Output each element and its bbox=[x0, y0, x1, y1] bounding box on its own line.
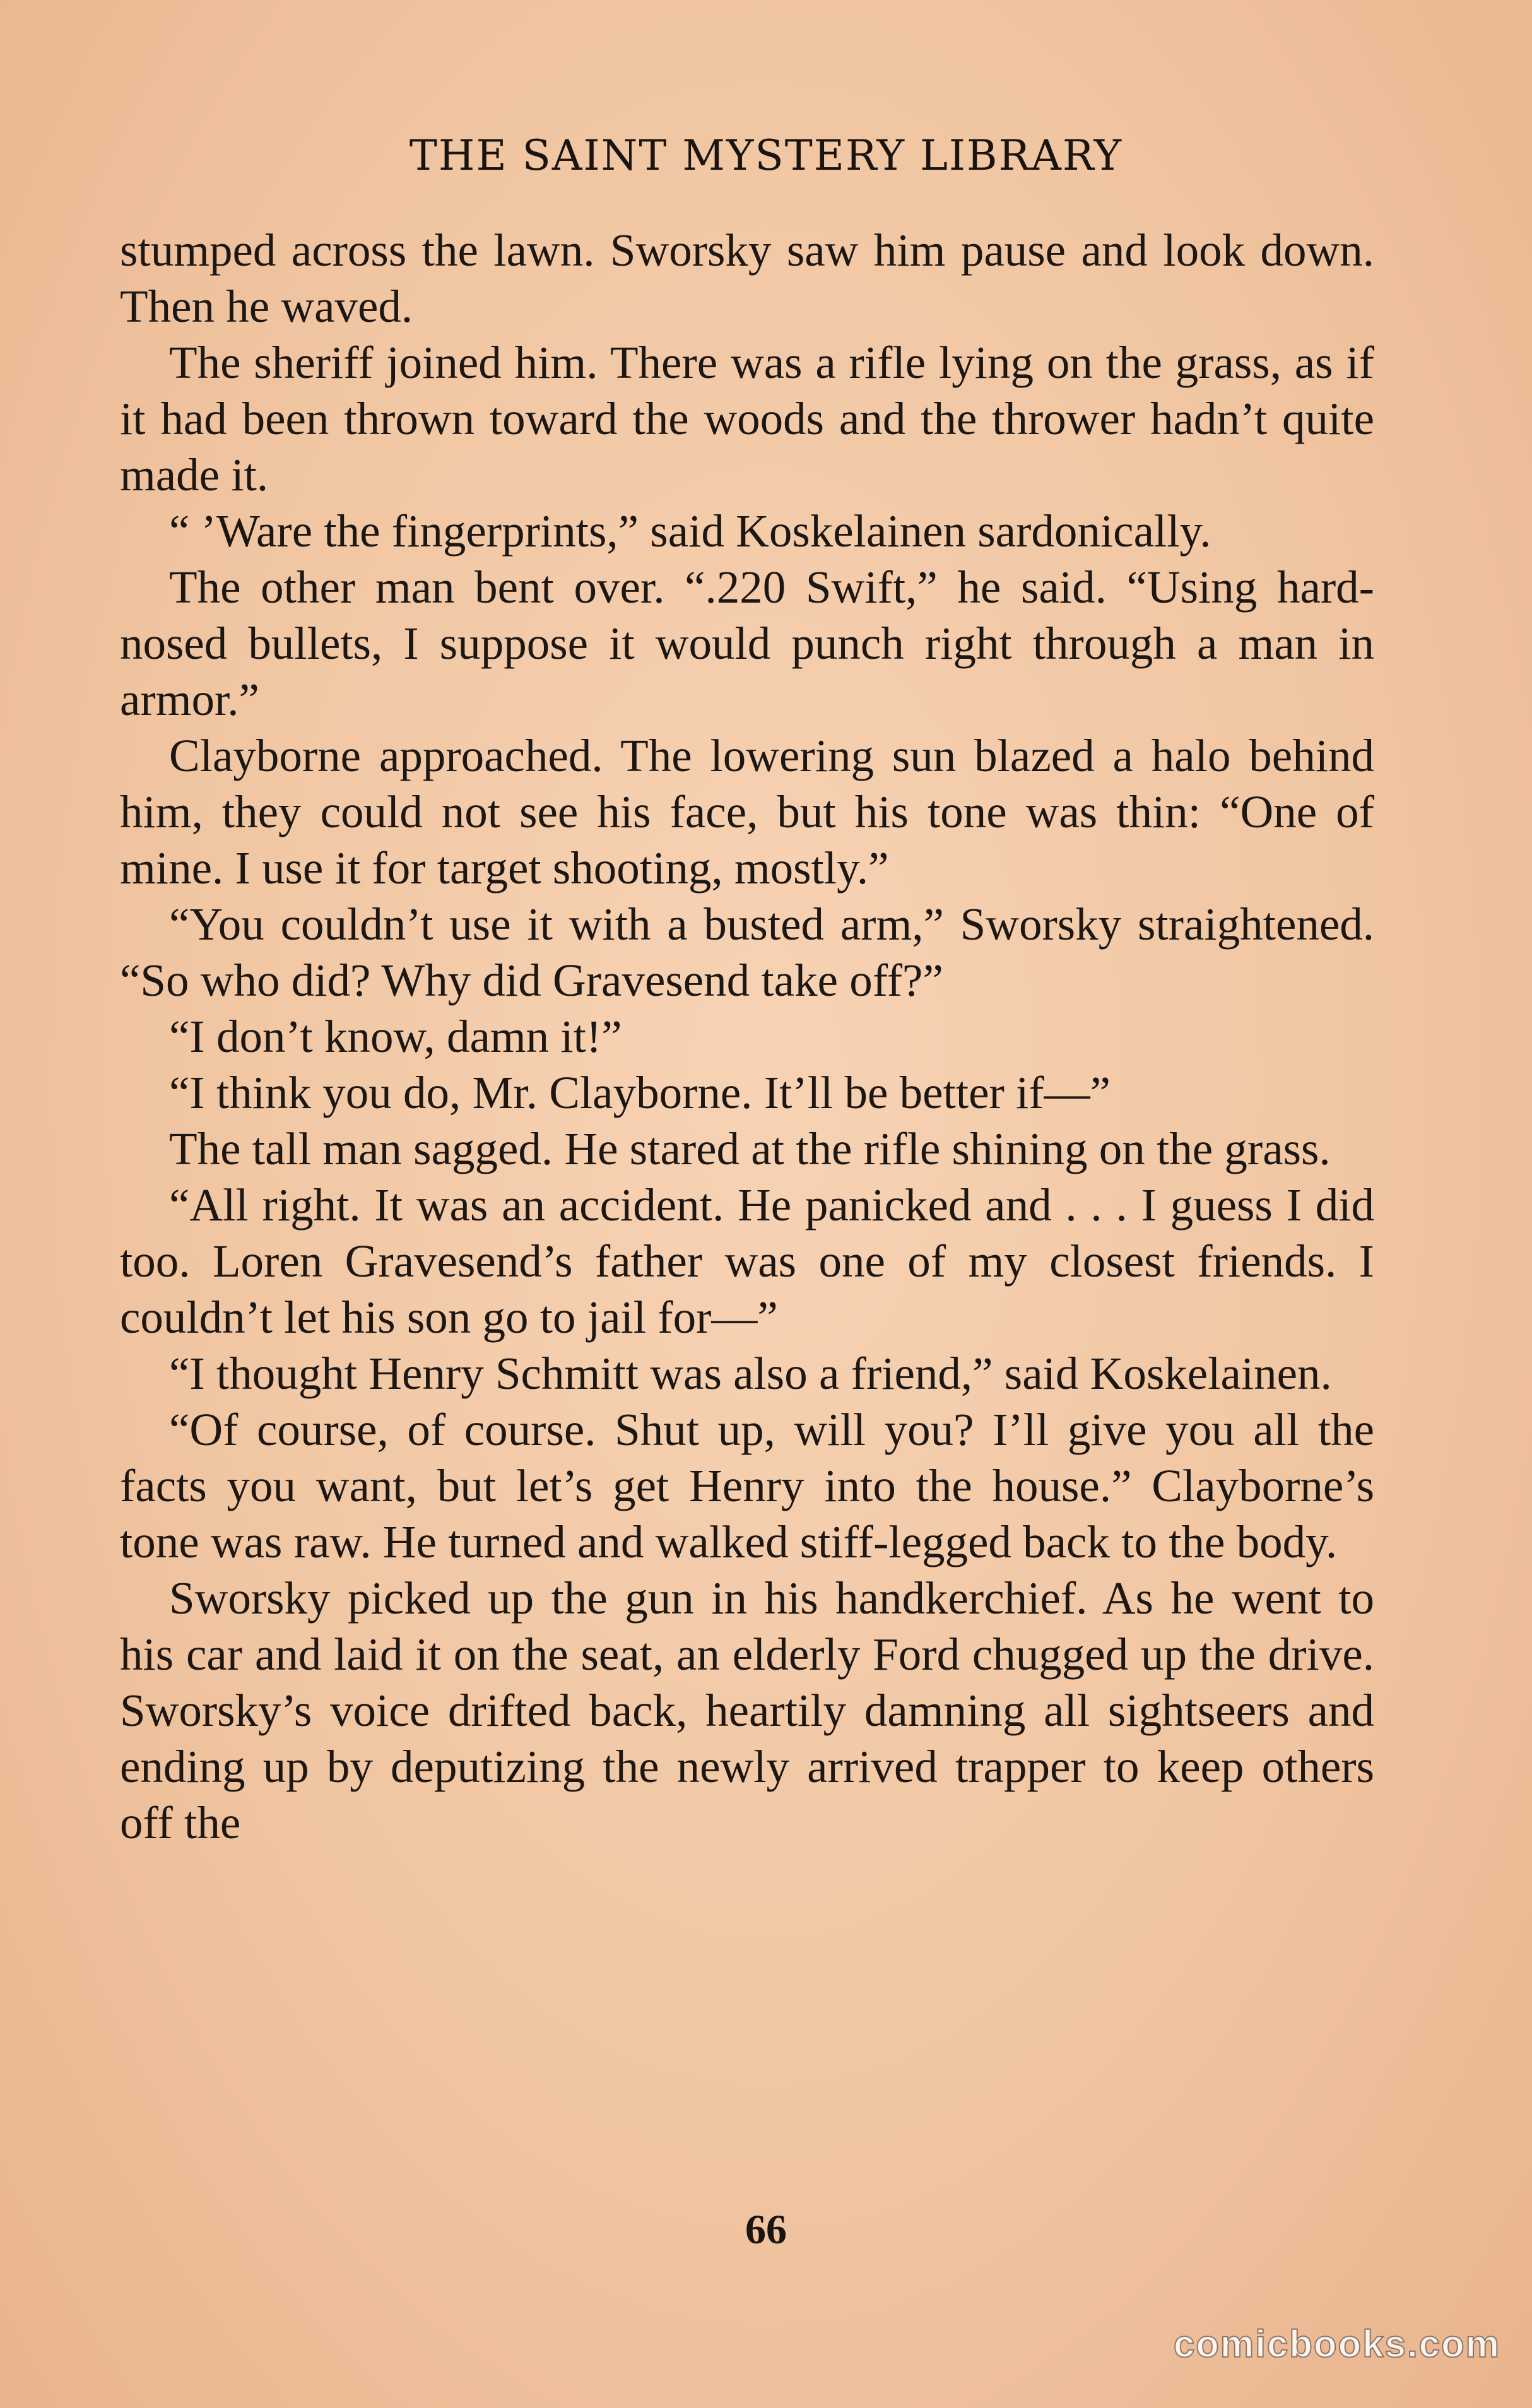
paragraph: “All right. It was an accident. He panicked and . . . I guess I did too. Loren Gravesend’s father was one of my closest friends. I couldn’t let his son go to jail for—” bbox=[120, 1179, 1374, 1343]
site-watermark: comicbooks.com bbox=[1173, 2323, 1500, 2365]
paragraph: Clayborne approached. The lowering sun blazed a halo behind him, they could not see his face, but his tone was thin: “One of mine. I use it for target shooting, mostly.” bbox=[120, 730, 1374, 894]
paragraph: “I thought Henry Schmitt was also a friend,” said Koskelainen. bbox=[169, 1348, 1332, 1399]
paragraph: stumped across the lawn. Sworsky saw him pause and look down. Then he waved. bbox=[120, 225, 1374, 332]
paragraph: “Of course, of course. Shut up, will you? I’ll give you all the facts you want, but let’s get Henry into the house.” Clayborne’s tone was raw. He turned and walked stiff-legged back to the body. bbox=[120, 1404, 1374, 1567]
paragraph: “ ’Ware the fingerprints,” said Koskelainen sardonically. bbox=[169, 505, 1211, 557]
body-text bbox=[120, 222, 1374, 1851]
paragraph: “You couldn’t use it with a busted arm,” Sworsky straightened. “So who did? Why did Gravesend take off?” bbox=[120, 899, 1374, 1006]
paragraph: “I don’t know, damn it!” bbox=[169, 1011, 622, 1062]
running-header: THE SAINT MYSTERY LIBRARY bbox=[409, 131, 1123, 180]
paragraph: The sheriff joined him. There was a rifle lying on the grass, as if it had been thrown toward the woods and the thrower hadn’t quite made it. bbox=[120, 337, 1374, 500]
paragraph: The other man bent over. “.220 Swift,” he said. “Using hard-nosed bullets, I suppose it would punch right through a man in armor.” bbox=[120, 562, 1374, 725]
paragraph: Sworsky picked up the gun in his handkerchief. As he went to his car and laid it on the seat, an elderly Ford chugged up the drive. Sworsky’s voice drifted back, heartily damning all sightseers and ending up by deputizing the newly arrived trapper to keep others off the bbox=[120, 1573, 1374, 1848]
paragraph: “I think you do, Mr. Clayborne. It’ll be better if—” bbox=[169, 1067, 1111, 1118]
page-number: 66 bbox=[745, 2207, 787, 2253]
paragraph: The tall man sagged. He stared at the rifle shining on the grass. bbox=[169, 1123, 1331, 1174]
